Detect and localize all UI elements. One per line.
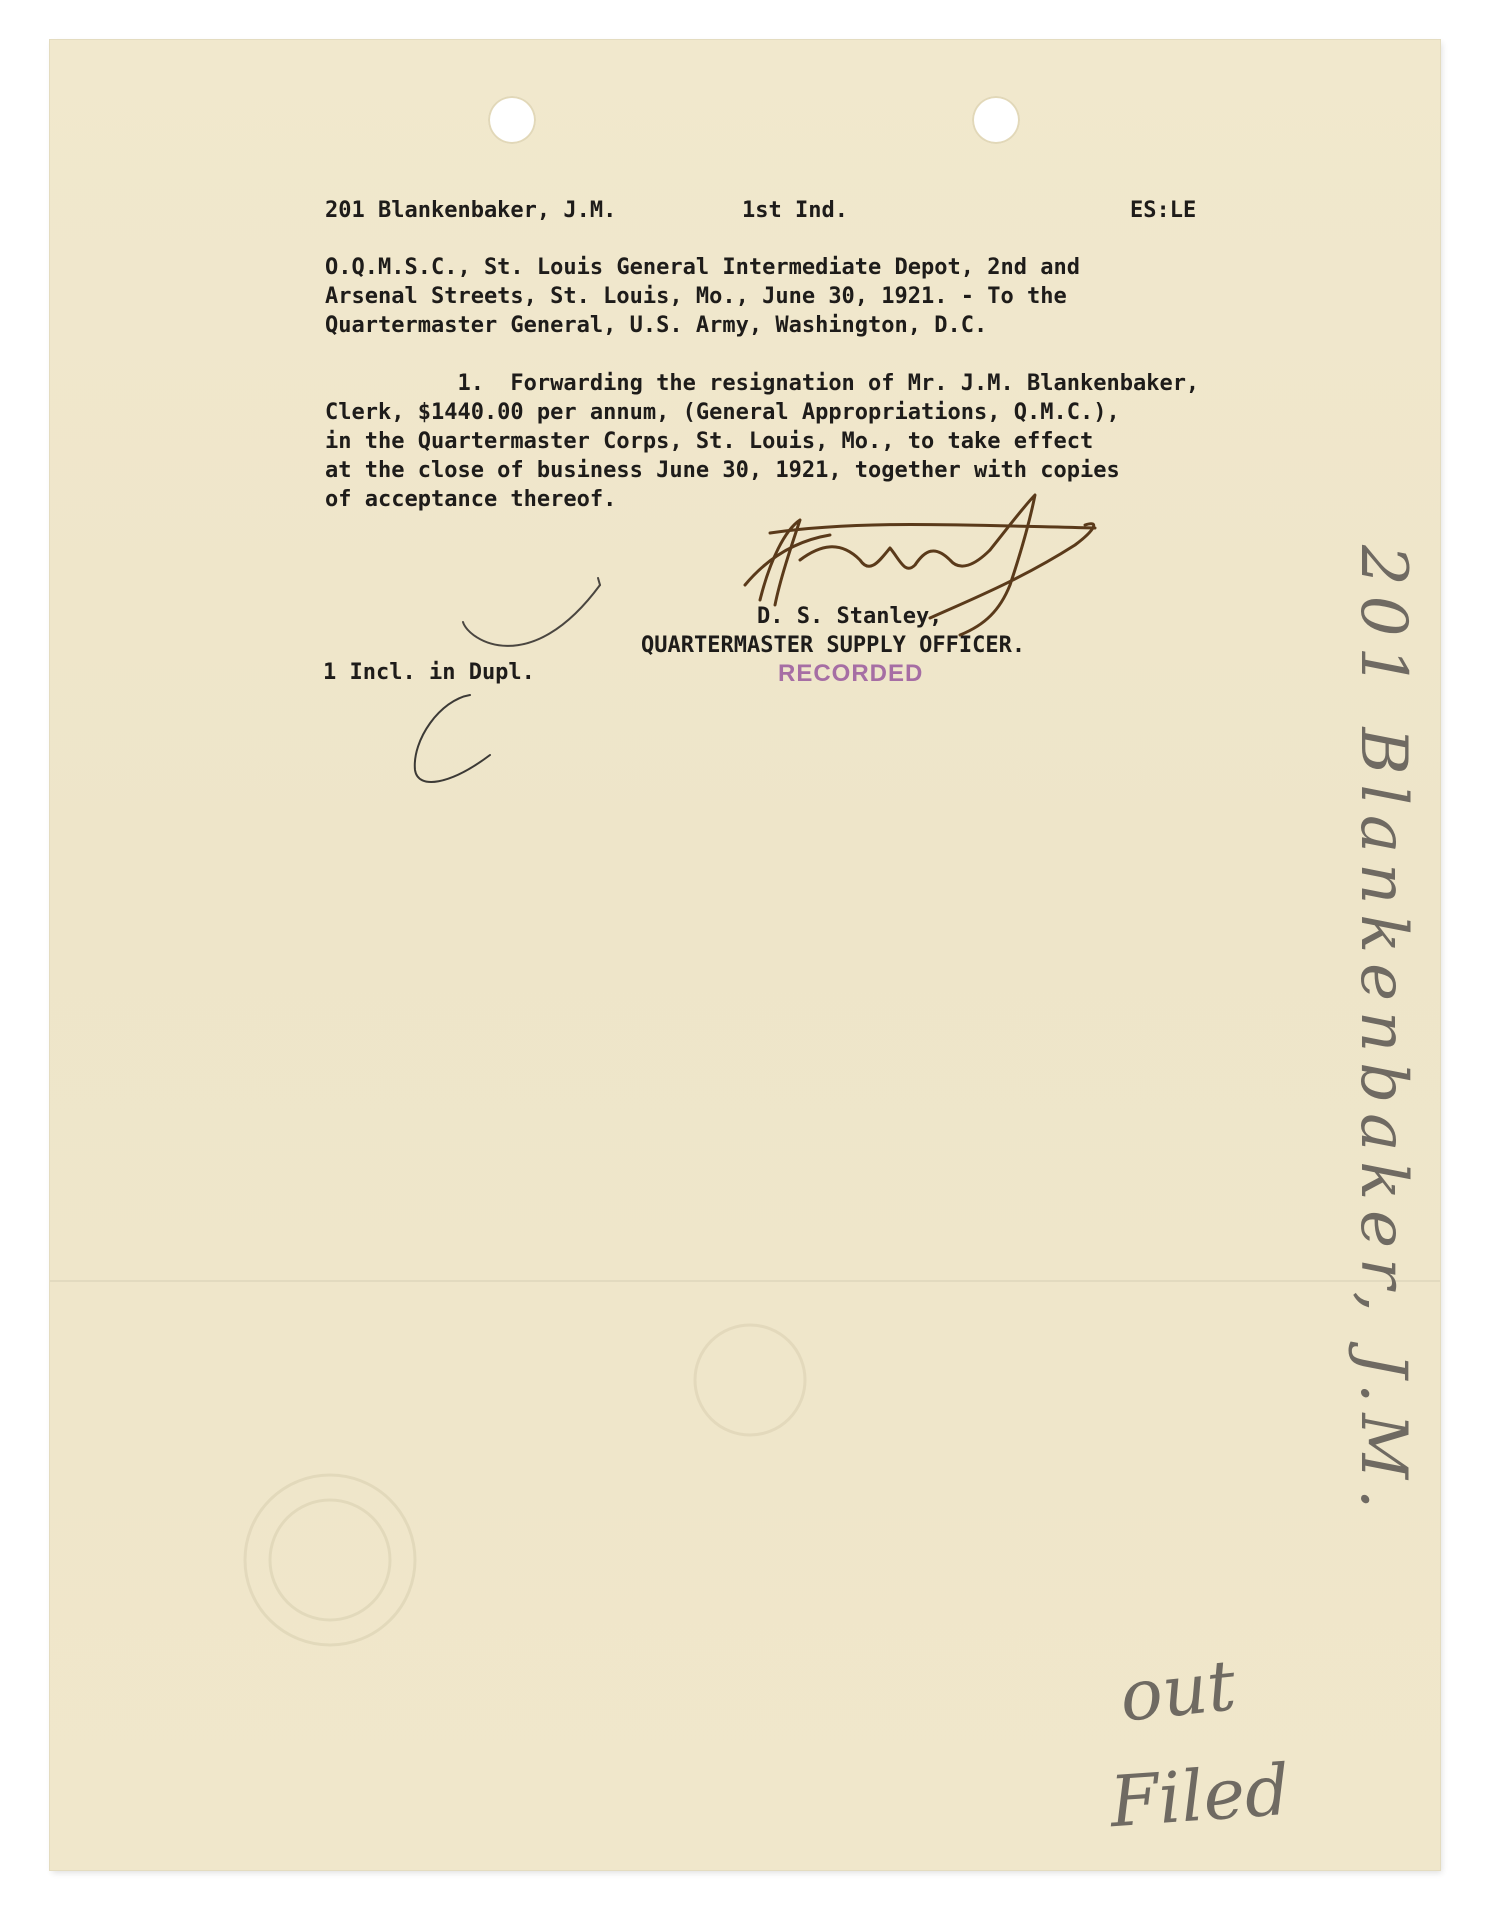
body-line: at the close of business June 30, 1921, together with copies: [325, 458, 1120, 483]
body-line: 1. Forwarding the resignation of Mr. J.M. Blankenbaker,: [325, 371, 1200, 396]
handwritten-filed-note-line1: out: [1116, 1644, 1240, 1738]
file-reference: 201 Blankenbaker, J.M.: [325, 198, 617, 223]
recorded-stamp: RECORDED: [778, 660, 924, 687]
address-line: O.Q.M.S.C., St. Louis General Intermediate Depot, 2nd and: [325, 255, 1080, 280]
address-line: Quartermaster General, U.S. Army, Washington, D.C.: [325, 313, 988, 338]
bond-paper-watermark: [245, 1325, 805, 1645]
body-line: of acceptance thereof.: [325, 487, 617, 512]
signer-title: QUARTERMASTER SUPPLY OFFICER.: [641, 633, 1026, 658]
initials: ES:LE: [1130, 198, 1197, 223]
signer-name: D. S. Stanley,: [757, 604, 943, 629]
body-line: Clerk, $1440.00 per annum, (General Appropriations, Q.M.C.),: [325, 400, 1120, 425]
handwritten-filed-note-line2: Filed: [1107, 1748, 1293, 1844]
handwritten-c-mark: [415, 695, 490, 782]
check-mark: [463, 578, 600, 646]
handwritten-side-note: 201 Blankenbaker, J.M.: [1346, 545, 1420, 1520]
handwritten-signature: [745, 495, 1095, 635]
enclosure-note: 1 Incl. in Dupl.: [323, 660, 535, 685]
indorsement-label: 1st Ind.: [742, 198, 848, 223]
body-line: in the Quartermaster Corps, St. Louis, Mo., to take effect: [325, 429, 1094, 454]
address-line: Arsenal Streets, St. Louis, Mo., June 30, 1921. - To the: [325, 284, 1067, 309]
